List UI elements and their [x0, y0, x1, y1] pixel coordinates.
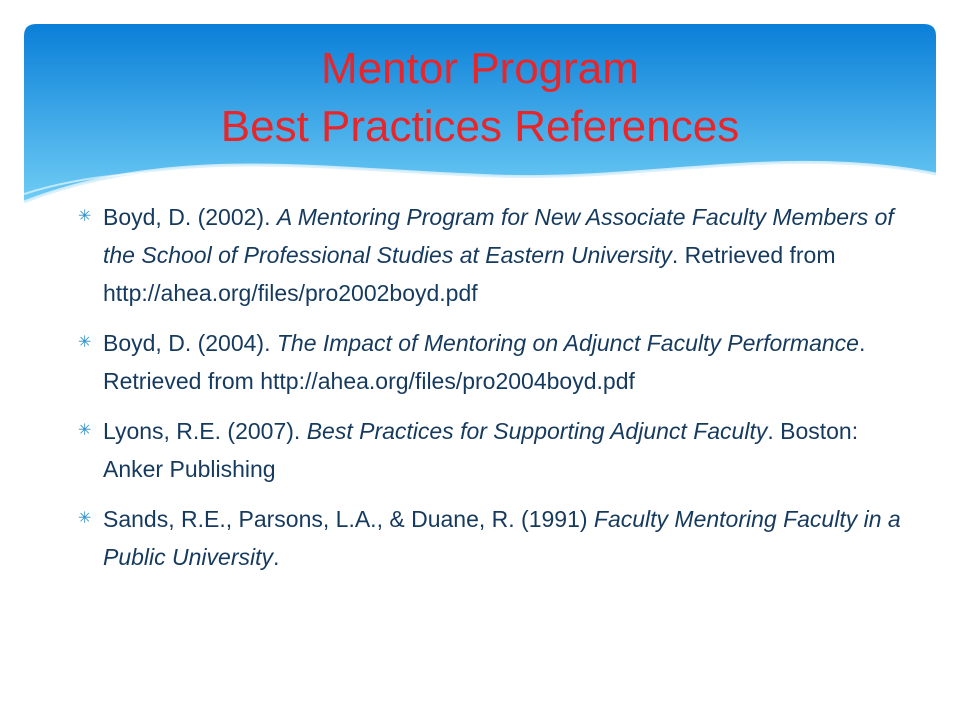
reference-tail: . — [273, 544, 280, 570]
reference-author-year: Boyd, D. (2002). — [103, 204, 277, 230]
reference-title: Faculty Mentoring Faculty in a Public University — [103, 506, 901, 570]
reference-tail: . Retrieved from http://ahea.org/files/pro2002boyd.pdf — [103, 242, 836, 306]
reference-tail: . Boston: Anker Publishing — [103, 418, 859, 482]
title-line-2: Best Practices References — [220, 102, 740, 151]
reference-item — [70, 324, 920, 400]
reference-author-year: Lyons, R.E. (2007). — [103, 418, 307, 444]
reference-title: A Mentoring Program for New Associate Faculty Members of the School of Professional Studies at Eastern University — [103, 204, 894, 268]
asterisk-bullet-icon: ✳ — [78, 334, 92, 351]
reference-author-year: Sands, R.E., Parsons, L.A., & Duane, R. (1991) — [103, 506, 594, 532]
reference-title: The Impact of Mentoring on Adjunct Faculty Performance — [276, 330, 859, 356]
reference-tail: . Retrieved from http://ahea.org/files/pro2004boyd.pdf — [103, 330, 866, 394]
reference-author-year: Boyd, D. (2004). — [103, 330, 277, 356]
asterisk-bullet-icon: ✳ — [78, 422, 92, 439]
reference-item — [70, 412, 920, 488]
asterisk-bullet-icon: ✳ — [78, 208, 92, 225]
reference-item — [70, 500, 920, 576]
reference-item — [70, 198, 920, 312]
title-line-1: Mentor Program — [321, 44, 639, 93]
slide-title — [24, 40, 936, 156]
asterisk-bullet-icon: ✳ — [78, 510, 92, 527]
reference-title: Best Practices for Supporting Adjunct Faculty — [306, 418, 768, 444]
reference-list — [70, 198, 920, 588]
